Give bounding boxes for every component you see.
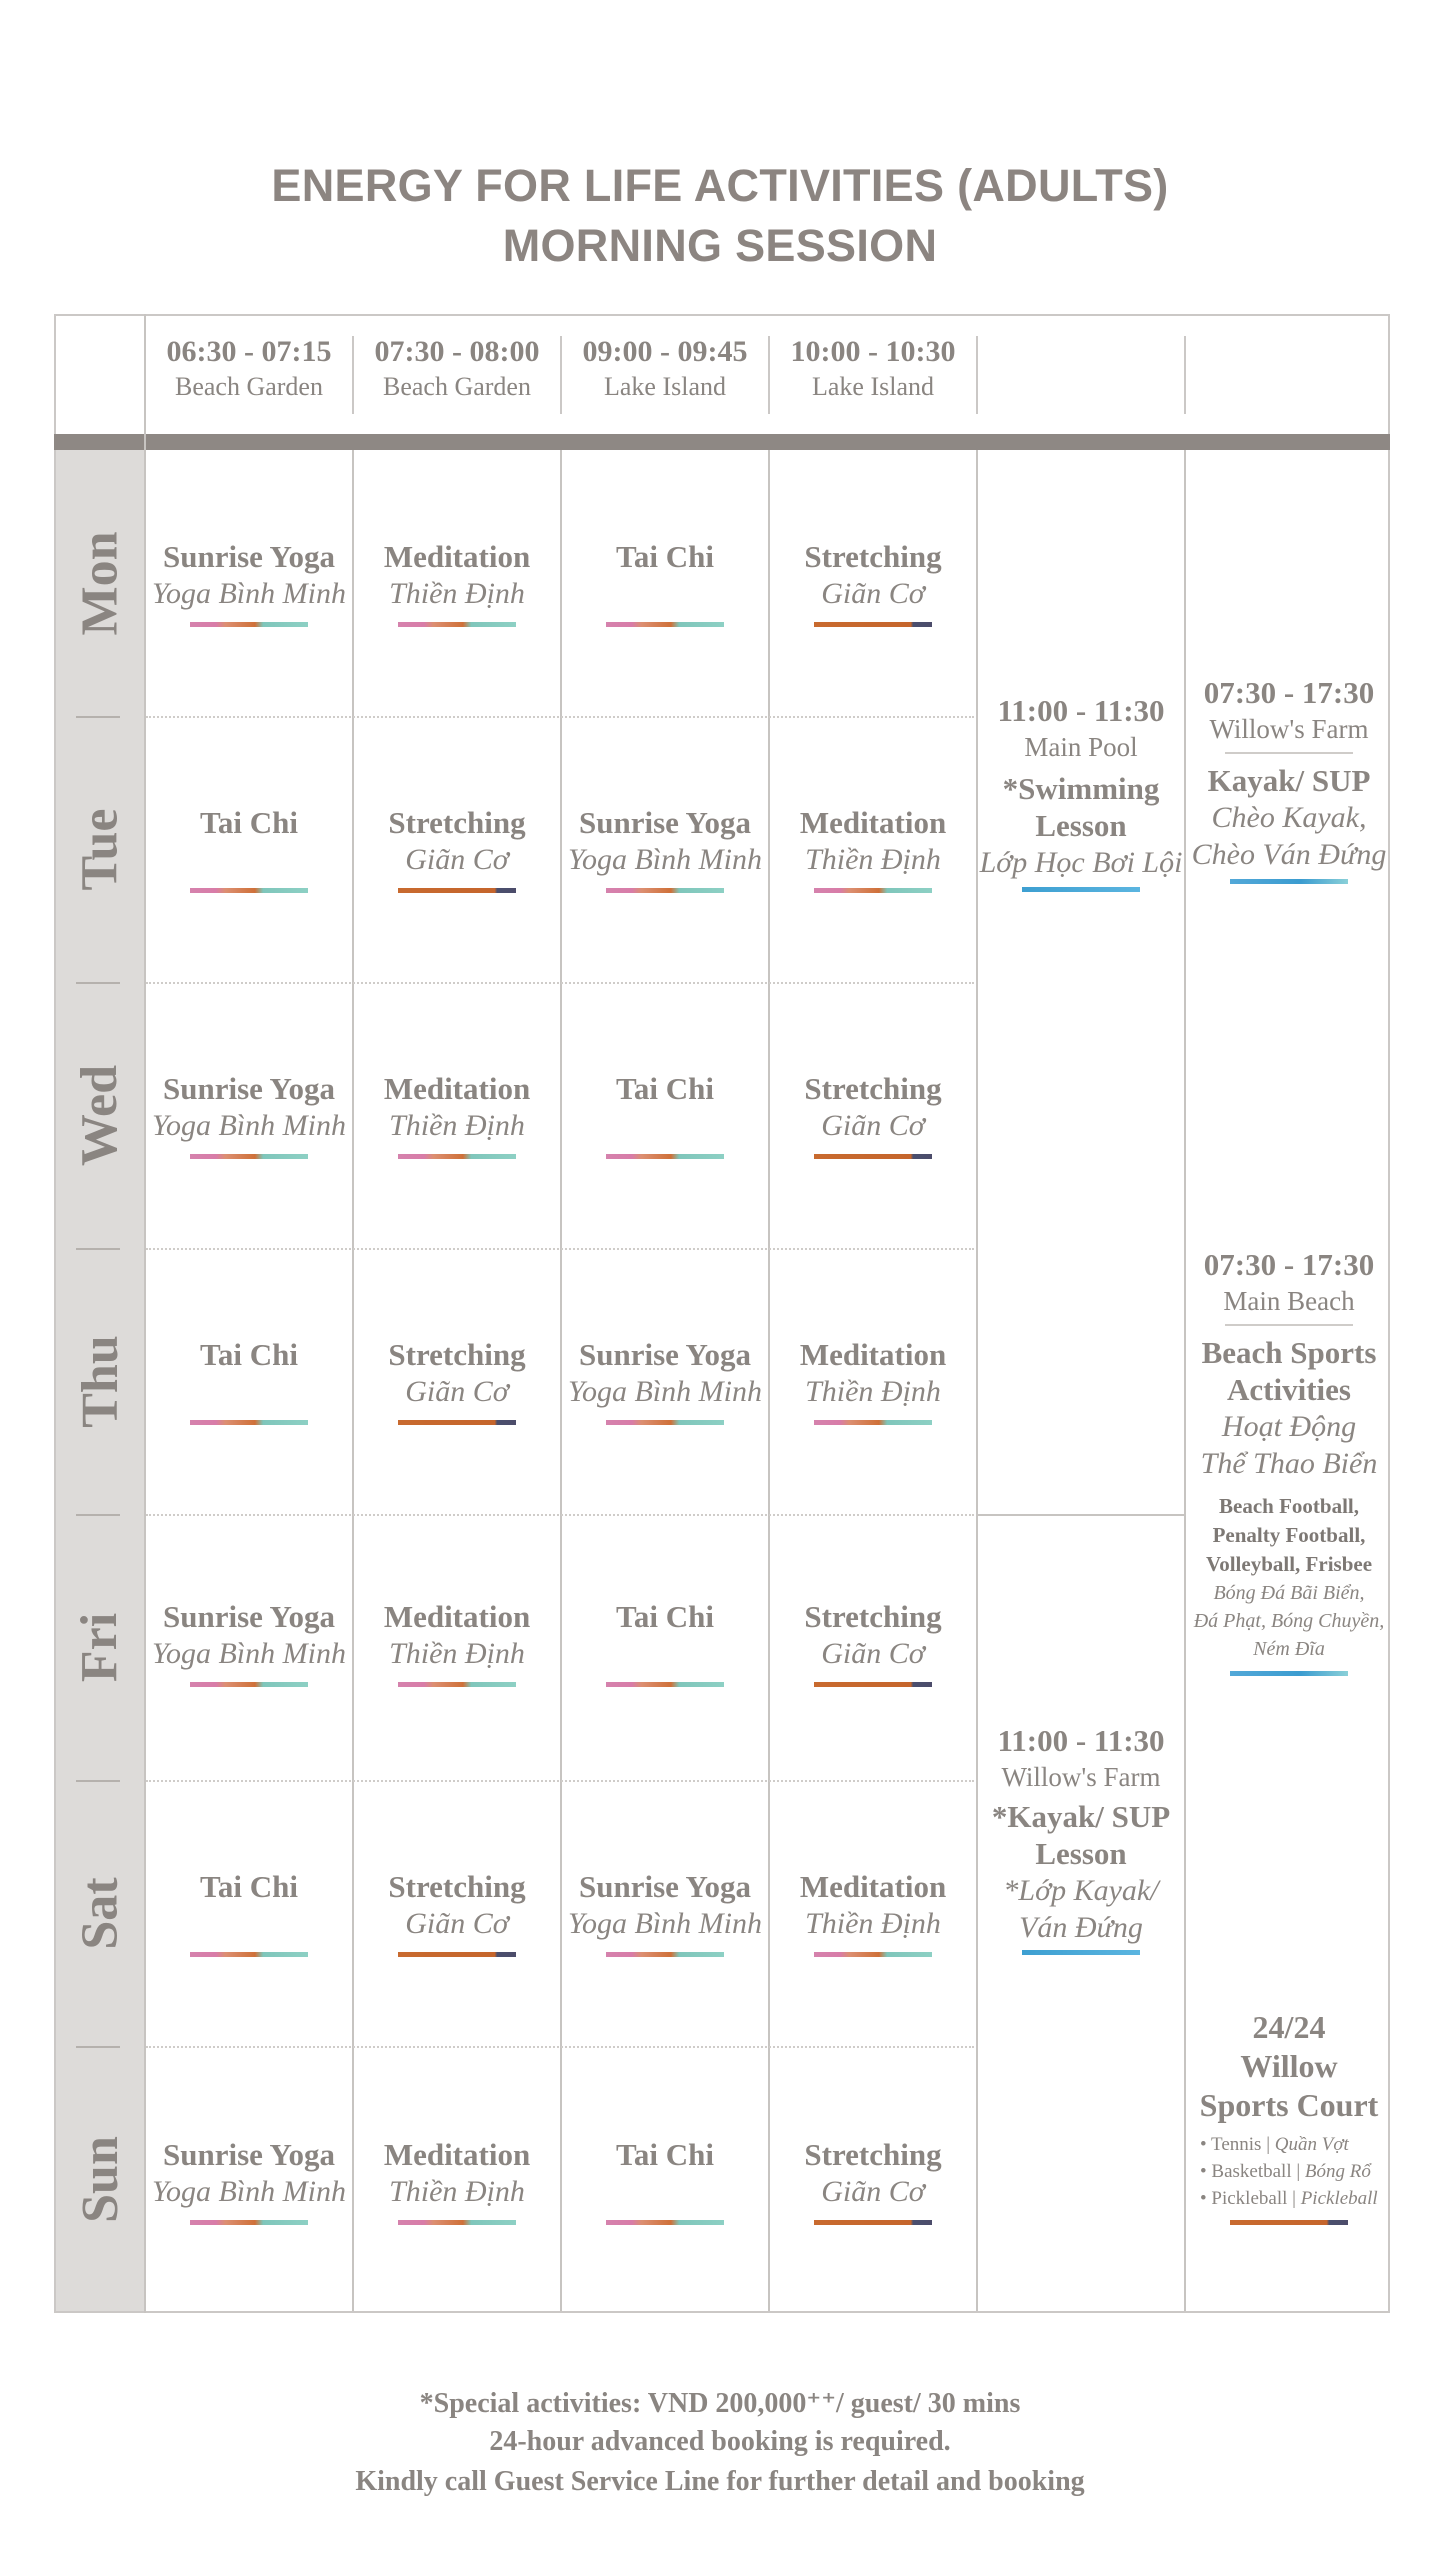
color-bar	[606, 622, 724, 627]
day-divider	[76, 982, 120, 984]
color-bar	[814, 622, 932, 627]
column-header	[354, 334, 560, 404]
color-bar	[606, 1682, 724, 1687]
activity-name-vi: Yoga Bình Minh	[568, 843, 762, 876]
activity-name-vi: Thiền Định	[805, 1375, 941, 1408]
activity-name: Sunrise Yoga	[163, 539, 335, 574]
court-item: • Tennis | Quần Vợt	[1200, 2134, 1349, 2155]
color-bar	[1230, 1671, 1348, 1676]
row-divider	[146, 1514, 974, 1516]
activity-sunrise-yoga[interactable]	[146, 1598, 352, 1698]
header-time: 07:30 - 08:00	[374, 335, 540, 368]
activity-name: Meditation	[799, 1337, 947, 1372]
header-time: 06:30 - 07:15	[166, 335, 332, 368]
activity-name: Tai Chi	[200, 805, 298, 840]
sports-court[interactable]	[1186, 2008, 1392, 2225]
activity-name-vi: Giãn Cơ	[405, 1375, 509, 1408]
activity-stretching[interactable]	[770, 538, 976, 638]
beach-title-vi-2: Thể Thao Biển	[1200, 1447, 1378, 1480]
activity-name-vi: Thiền Định	[389, 1109, 525, 1142]
row-divider	[146, 982, 974, 984]
kayak-title: Kayak/ SUP	[1207, 763, 1371, 798]
day-label-tue: Tue	[71, 808, 129, 890]
activity-name-vi: Yoga Bình Minh	[568, 1907, 762, 1940]
kayak-lesson-title-vi: *Lớp Kayak/	[1003, 1874, 1159, 1907]
activity-meditation[interactable]	[354, 1070, 560, 1170]
color-bar	[190, 622, 308, 627]
swimming-title-vi: Lớp Học Bơi Lội	[979, 846, 1183, 879]
day-label-thu: Thu	[71, 1334, 129, 1428]
page-title: ENERGY FOR LIFE ACTIVITIES (ADULTS)	[271, 160, 1169, 211]
kayak-time: 07:30 - 17:30	[1203, 675, 1375, 710]
color-bar	[606, 1420, 724, 1425]
color-bar	[398, 1682, 516, 1687]
activity-name: Sunrise Yoga	[163, 1599, 335, 1634]
kayak-title-vi-2: Chèo Ván Đứng	[1191, 838, 1387, 871]
row-divider	[146, 1780, 974, 1782]
activity-stretching[interactable]	[354, 804, 560, 904]
kayak-lesson-location: Willow's Farm	[1001, 1762, 1161, 1792]
activity-name-vi: Yoga Bình Minh	[152, 577, 346, 610]
column-header	[146, 334, 352, 404]
day-divider	[76, 1514, 120, 1516]
color-bar	[814, 888, 932, 893]
activity-meditation[interactable]	[770, 1868, 976, 1968]
activity-name: Meditation	[383, 1071, 531, 1106]
color-bar	[398, 1420, 516, 1425]
header-location: Lake Island	[811, 372, 934, 401]
activity-sunrise-yoga[interactable]	[562, 1868, 768, 1968]
header-separator	[1184, 336, 1186, 414]
swimming-title: *Swimming	[1002, 771, 1160, 806]
color-bar	[398, 1154, 516, 1159]
activity-tai-chi[interactable]	[562, 1070, 768, 1170]
beach-list-vi: Đá Phạt, Bóng Chuyền,	[1193, 1610, 1385, 1632]
day-label-wed: Wed	[71, 1064, 129, 1166]
activity-stretching[interactable]	[354, 1336, 560, 1436]
activity-name: Stretching	[804, 1071, 942, 1106]
activity-name: Stretching	[388, 1337, 526, 1372]
activity-name: Stretching	[804, 1599, 942, 1634]
activity-name: Meditation	[383, 539, 531, 574]
color-bar	[606, 2220, 724, 2225]
page-subtitle: MORNING SESSION	[502, 220, 938, 271]
beach-title: Beach Sports	[1201, 1335, 1377, 1370]
color-bar	[814, 1682, 932, 1687]
divider	[1225, 1324, 1353, 1326]
header-divider-bar	[54, 434, 1390, 450]
activity-name-vi: Giãn Cơ	[821, 2175, 925, 2208]
header-location: Lake Island	[603, 372, 726, 401]
activity-name: Stretching	[804, 2137, 942, 2172]
activity-sunrise-yoga[interactable]	[146, 2136, 352, 2236]
swimming-lesson[interactable]	[978, 692, 1184, 892]
color-bar	[190, 1420, 308, 1425]
footer-note: 24-hour advanced booking is required.	[489, 2426, 951, 2457]
color-bar	[190, 1952, 308, 1957]
color-bar	[190, 1154, 308, 1159]
activity-name: Tai Chi	[616, 1071, 714, 1106]
activity-tai-chi[interactable]	[562, 1598, 768, 1698]
color-bar	[814, 1420, 932, 1425]
activity-name-vi: Yoga Bình Minh	[152, 1637, 346, 1670]
swimming-title-2: Lesson	[1035, 808, 1127, 843]
header-time: 10:00 - 10:30	[790, 335, 956, 368]
column-header	[770, 334, 976, 404]
activity-name: Sunrise Yoga	[579, 805, 751, 840]
activity-name: Sunrise Yoga	[163, 1071, 335, 1106]
beach-list-vi: Ném Đĩa	[1253, 1638, 1325, 1660]
row-divider	[146, 1248, 974, 1250]
kayak-sup[interactable]	[1186, 674, 1392, 884]
color-bar	[814, 2220, 932, 2225]
activity-meditation[interactable]	[770, 804, 976, 904]
color-bar	[606, 1952, 724, 1957]
activity-stretching[interactable]	[770, 1070, 976, 1170]
color-bar	[1230, 2220, 1348, 2225]
activity-name-vi: Giãn Cơ	[821, 1637, 925, 1670]
activity-name: Sunrise Yoga	[579, 1337, 751, 1372]
activity-tai-chi[interactable]	[146, 1336, 352, 1436]
beach-title-2: Activities	[1227, 1372, 1351, 1407]
activity-stretching[interactable]	[354, 1868, 560, 1968]
beach-list: Volleyball, Frisbee	[1205, 1552, 1373, 1576]
header-separator	[976, 336, 978, 414]
day-label-fri: Fri	[71, 1612, 129, 1682]
color-bar	[398, 2220, 516, 2225]
beach-list-vi: Bóng Đá Bãi Biển,	[1213, 1582, 1365, 1604]
kayak-location: Willow's Farm	[1209, 714, 1369, 744]
activity-name-vi: Giãn Cơ	[821, 577, 925, 610]
color-bar	[814, 1154, 932, 1159]
court-hours: 24/24	[1252, 2009, 1326, 2045]
day-label-sun: Sun	[71, 2135, 129, 2223]
activity-name: Tai Chi	[200, 1869, 298, 1904]
activity-name: Stretching	[388, 1869, 526, 1904]
color-bar	[606, 888, 724, 893]
color-bar	[606, 1154, 724, 1159]
court-item: • Pickleball | Pickleball	[1200, 2188, 1378, 2209]
color-bar	[398, 888, 516, 893]
beach-title-vi: Hoạt Động	[1221, 1410, 1357, 1443]
activity-name-vi: Yoga Bình Minh	[152, 1109, 346, 1142]
activity-name: Stretching	[804, 539, 942, 574]
color-bar	[190, 1682, 308, 1687]
beach-location: Main Beach	[1223, 1286, 1355, 1316]
kayak-lesson-title-vi-2: Ván Đứng	[1019, 1911, 1143, 1944]
activity-name: Sunrise Yoga	[579, 1869, 751, 1904]
swimming-time: 11:00 - 11:30	[997, 693, 1165, 728]
color-bar	[190, 888, 308, 893]
activity-tai-chi[interactable]	[146, 1868, 352, 1968]
activity-name: Meditation	[799, 1869, 947, 1904]
beach-list: Beach Football,	[1219, 1494, 1359, 1518]
header-time: 09:00 - 09:45	[582, 335, 748, 368]
beach-time: 07:30 - 17:30	[1203, 1247, 1375, 1282]
activity-name: Tai Chi	[200, 1337, 298, 1372]
activity-name: Stretching	[388, 805, 526, 840]
activity-sunrise-yoga[interactable]	[146, 538, 352, 638]
activity-name-vi: Yoga Bình Minh	[568, 1375, 762, 1408]
activity-name: Meditation	[383, 2137, 531, 2172]
activity-meditation[interactable]	[770, 1336, 976, 1436]
day-divider	[76, 1780, 120, 1782]
color-bar	[1022, 887, 1140, 892]
day-divider	[76, 2046, 120, 2048]
swimming-location: Main Pool	[1024, 732, 1138, 762]
activity-name: Tai Chi	[616, 2137, 714, 2172]
day-divider	[76, 716, 120, 718]
day-label-sat: Sat	[71, 1876, 129, 1950]
activity-meditation[interactable]	[354, 1598, 560, 1698]
activity-name-vi: Thiền Định	[389, 2175, 525, 2208]
activity-tai-chi[interactable]	[562, 2136, 768, 2236]
activity-sunrise-yoga[interactable]	[146, 1070, 352, 1170]
kayak-sup-lesson[interactable]	[978, 1722, 1184, 1955]
divider	[1225, 752, 1353, 754]
color-bar	[1230, 879, 1348, 884]
activity-name: Sunrise Yoga	[163, 2137, 335, 2172]
activity-tai-chi[interactable]	[562, 538, 768, 638]
activity-tai-chi[interactable]	[146, 804, 352, 904]
activity-meditation[interactable]	[354, 2136, 560, 2236]
activity-name-vi: Thiền Định	[805, 1907, 941, 1940]
kayak-lesson-title: *Kayak/ SUP	[991, 1799, 1171, 1834]
beach-sports[interactable]	[1186, 1246, 1392, 1676]
row-divider	[146, 716, 974, 718]
header-location: Beach Garden	[175, 372, 323, 401]
kayak-lesson-title-2: Lesson	[1035, 1836, 1127, 1871]
color-bar	[398, 1952, 516, 1957]
header-location: Beach Garden	[383, 372, 531, 401]
kayak-title-vi: Chèo Kayak,	[1211, 801, 1367, 834]
activity-sunrise-yoga[interactable]	[562, 1336, 768, 1436]
activity-name-vi: Giãn Cơ	[405, 1907, 509, 1940]
activity-stretching[interactable]	[770, 2136, 976, 2236]
activity-name-vi: Thiền Định	[805, 843, 941, 876]
activity-name-vi: Thiền Định	[389, 577, 525, 610]
activity-stretching[interactable]	[770, 1598, 976, 1698]
activity-name-vi: Giãn Cơ	[821, 1109, 925, 1142]
footer-note: *Special activities: VND 200,000⁺⁺/ guest/ 30 mins	[419, 2388, 1021, 2419]
color-bar	[1022, 1950, 1140, 1955]
row-divider	[146, 2046, 974, 2048]
activity-name-vi: Yoga Bình Minh	[152, 2175, 346, 2208]
column-header	[562, 334, 768, 404]
court-title: Willow	[1240, 2048, 1338, 2084]
activity-name-vi: Giãn Cơ	[405, 843, 509, 876]
court-title-2: Sports Court	[1199, 2087, 1379, 2123]
court-item: • Basketball | Bóng Rổ	[1200, 2161, 1371, 2182]
activity-name: Meditation	[383, 1599, 531, 1634]
activity-name-vi: Thiền Định	[389, 1637, 525, 1670]
activity-name: Tai Chi	[616, 539, 714, 574]
activity-meditation[interactable]	[354, 538, 560, 638]
activity-sunrise-yoga[interactable]	[562, 804, 768, 904]
color-bar	[398, 622, 516, 627]
day-label-mon: Mon	[71, 531, 129, 635]
color-bar	[190, 2220, 308, 2225]
activity-name: Tai Chi	[616, 1599, 714, 1634]
grid-line	[976, 1514, 1186, 1516]
beach-list: Penalty Football,	[1212, 1523, 1366, 1547]
footer-note: Kindly call Guest Service Line for further detail and booking	[355, 2466, 1085, 2497]
color-bar	[814, 1952, 932, 1957]
activity-name: Meditation	[799, 805, 947, 840]
kayak-lesson-time: 11:00 - 11:30	[997, 1723, 1165, 1758]
day-divider	[76, 1248, 120, 1250]
